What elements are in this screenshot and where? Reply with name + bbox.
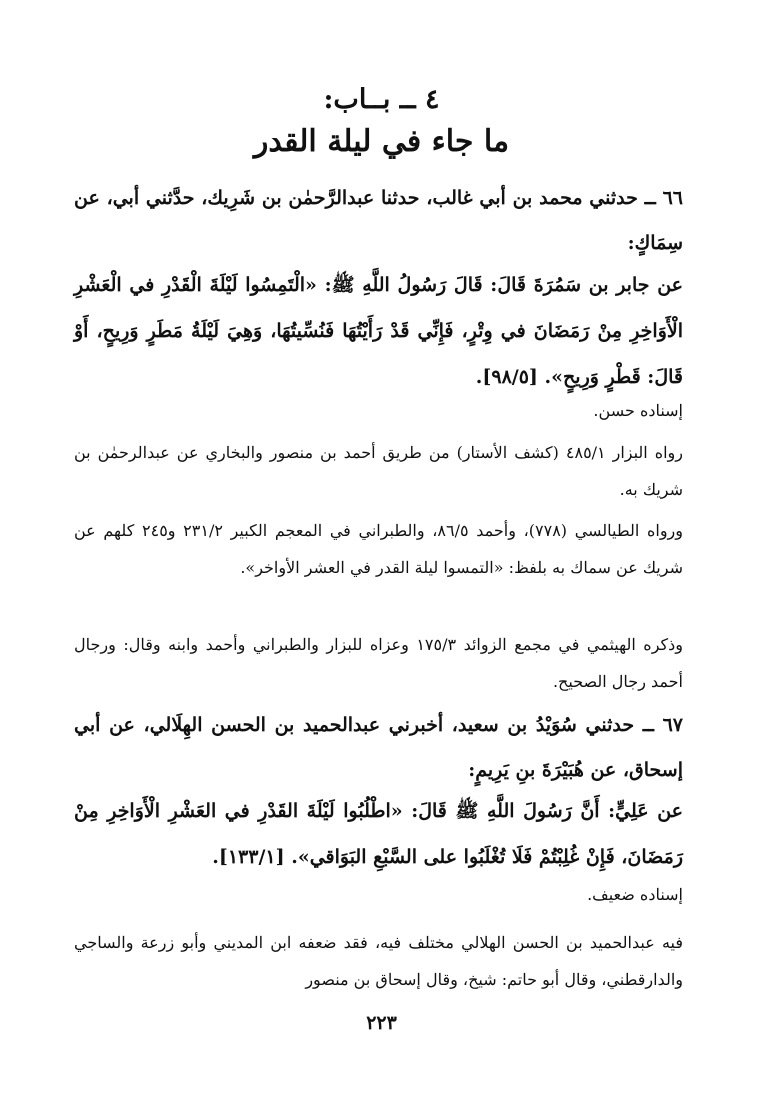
hadith-67-commentary: فيه عبدالحميد بن الحسن الهلالي مختلف فيه، فقد ضعفه ابن المديني وأبو زرعة والساجي والدارقطني، وقال أبو حاتم: شيخ، وقال إسحاق بن منصور	[74, 933, 683, 989]
hadith-67-text: عن عَلِيٍّ: أَنَّ رَسُولَ اللَّهِ ﷺ قَالَ: «اطْلُبُوا لَيْلَةَ القَدْرِ في العَشْرِ الْأَوَاخِرِ مِنْ رَمَضَانَ، فَإِنْ غُلِبْتُمْ فَلَا تُغْلَبُوا على السَّبْعِ البَوَاقي». [١٣٣/١].	[74, 800, 683, 868]
hadith-66-takhrij-2: ورواه الطيالسي (٧٧٨)، وأحمد ٨٦/٥، والطبراني في المعجم الكبير ٢٣١/٢ و٢٤٥ كلهم عن شريك عن سماك به بلفظ: «التمسوا ليلة القدر في العشر الأواخر».	[74, 521, 683, 577]
hadith-66-grading: إسناده حسن.	[593, 401, 683, 420]
hadith-67-grading: إسناده ضعيف.	[587, 885, 683, 904]
hadith-66-chain: ٦٦ ــ حدثني محمد بن أبي غالب، حدثنا عبدالرَّحمٰن بن شَرِيك، حدَّثني أبي، عن سِمَاكٍ:	[74, 187, 683, 254]
hadith-66-takhrij-1: رواه البزار ٤٨٥/١ (كشف الأستار) من طريق أحمد بن منصور والبخاري عن عبدالرحمٰن بن شريك به.	[74, 443, 683, 499]
hadith-67-chain: ٦٧ ــ حدثني سُوَيْدُ بن سعيد، أخبرني عبدالحميد بن الحسن الهِلَالي، عن أبي إسحاق، عن هُبَيْرَةَ بنِ يَرِيمٍ:	[74, 714, 683, 781]
page-number: ٢٢٣	[366, 1012, 397, 1034]
hadith-66-text: عن جابر بن سَمُرَةَ قَالَ: قَالَ رَسُولُ اللَّهِ ﷺ: «الْتَمِسُوا لَيْلَةَ الْقَدْرِ في الْعَشْرِ الْأَوَاخِرِ مِنْ رَمَضَانَ في وِتْرٍ، فَإِنِّي قَدْ رَأَيْتُهَا فَنُسِّيتُهَا، وَهِيَ لَيْلَةُ مَطَرٍ وَرِيحٍ، أَوْ قَالَ: قَطْرٍ وَرِيحٍ». [٩٨/٥].	[74, 274, 683, 388]
chapter-title: ما جاء في ليلة القدر	[253, 124, 510, 159]
hadith-66-takhrij-3: وذكره الهيثمي في مجمع الزوائد ١٧٥/٣ وعزاه للبزار والطبراني وأحمد وابنه وقال: ورجال أحمد رجال الصحيح.	[74, 635, 683, 691]
chapter-heading: ٤ ــ بــاب:	[323, 84, 440, 115]
